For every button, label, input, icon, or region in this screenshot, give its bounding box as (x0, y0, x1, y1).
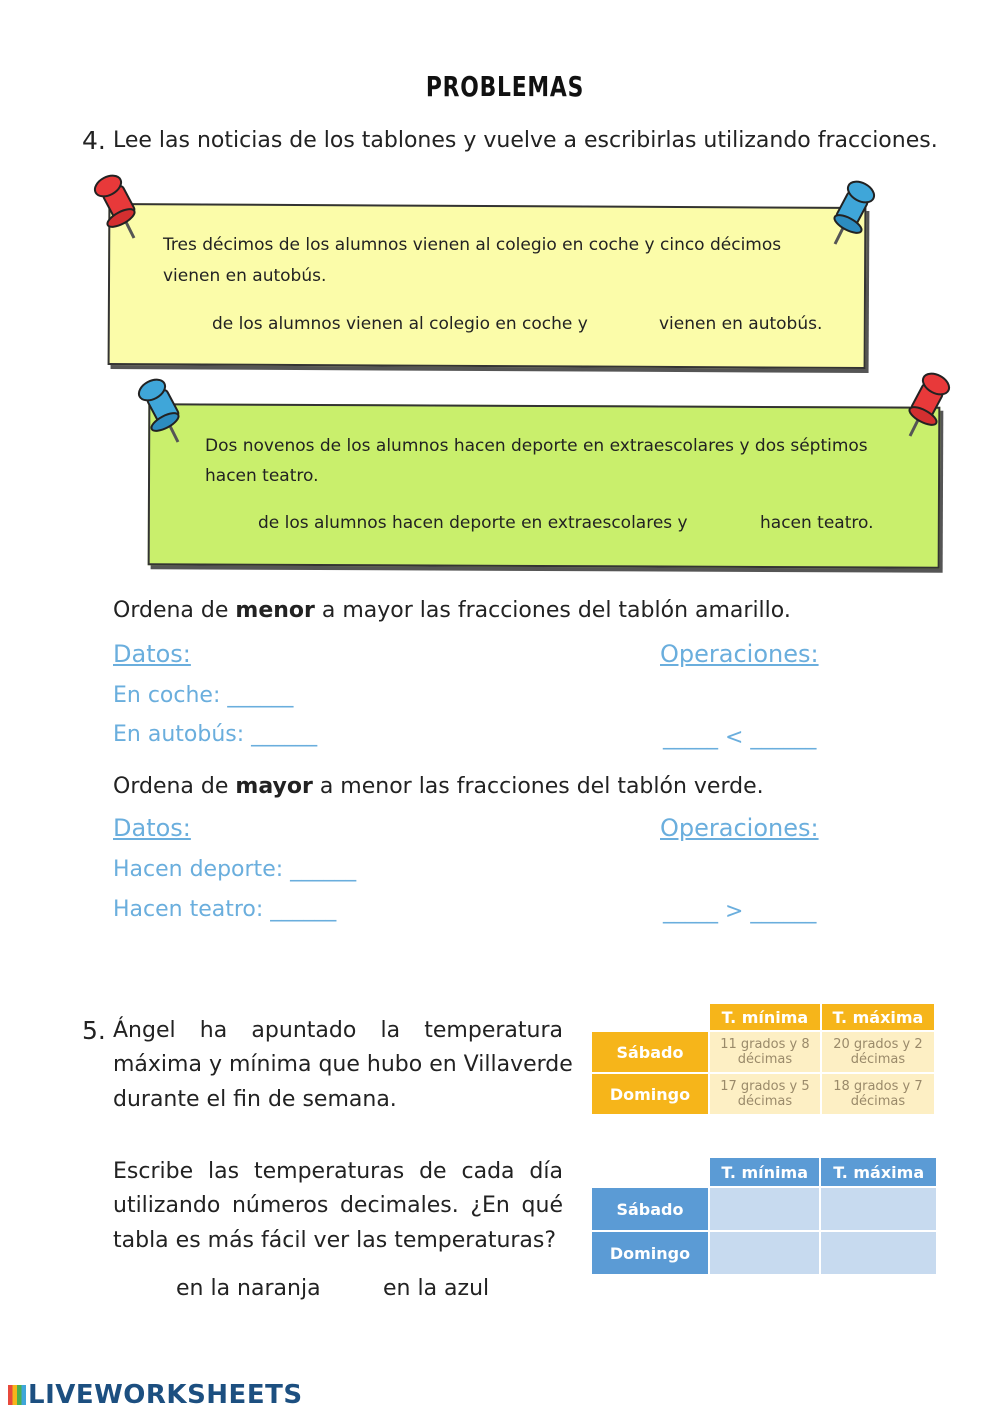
blue-row-domingo: Domingo (591, 1231, 709, 1275)
yellow-board-text-line2: vienen en autobús. (163, 266, 327, 286)
domingo-min-cell: 17 grados y 5 décimas (709, 1073, 821, 1115)
option-azul[interactable]: en la azul (383, 1276, 490, 1301)
datos-heading: Datos: (113, 640, 191, 668)
blue-row-sabado: Sábado (591, 1187, 709, 1231)
yellow-fill-text-2: vienen en autobús. (659, 314, 823, 334)
comparison-greater-than[interactable]: _____ > ______ (663, 899, 817, 924)
orange-temperature-table (590, 1002, 936, 1116)
empty-corner (591, 1003, 709, 1031)
operaciones-heading: Operaciones: (660, 640, 819, 668)
green-board-text-line1: Dos novenos de los alumnos hacen deporte en extraescolares y dos séptimos (205, 436, 868, 456)
q5-line5: utilizando números decimales. ¿En qué (113, 1193, 563, 1218)
domingo-max-cell: 18 grados y 7 décimas (821, 1073, 935, 1115)
instruction-text: Ordena de (113, 774, 229, 799)
order-green-instruction (113, 774, 764, 799)
red-pushpin-icon (88, 172, 144, 242)
question-4-number: 4. (82, 126, 106, 155)
orange-col-max: T. máxima (821, 1003, 935, 1031)
sabado-max-cell: 20 grados y 2 décimas (821, 1031, 935, 1073)
logo-mark-icon (8, 1385, 26, 1405)
domingo-min-input[interactable] (709, 1231, 820, 1275)
datos-en-coche[interactable]: En coche: ______ (113, 683, 294, 708)
instruction-text: a mayor las fracciones del tablón amarillo. (321, 598, 791, 623)
page-title: PROBLEMAS (425, 70, 585, 103)
q5-line4: Escribe las temperaturas de cada día (113, 1159, 563, 1184)
blue-pushpin-icon (825, 178, 881, 248)
green-board-text-line2: hacen teatro. (205, 466, 319, 486)
option-naranja[interactable]: en la naranja (176, 1276, 321, 1301)
operaciones-heading: Operaciones: (660, 814, 819, 842)
datos-hacen-deporte[interactable]: Hacen deporte: ______ (113, 857, 357, 882)
yellow-board-text-line1: Tres décimos de los alumnos vienen al colegio en coche y cinco décimos (163, 235, 782, 255)
logo-text: LIVEWORKSHEETS (28, 1380, 303, 1410)
sabado-max-input[interactable] (820, 1187, 937, 1231)
blue-col-max: T. máxima (820, 1157, 937, 1187)
red-pushpin-icon (900, 370, 956, 440)
orange-row-domingo: Domingo (591, 1073, 709, 1115)
green-fill-text-2: hacen teatro. (760, 513, 874, 533)
green-fill-text-1: de los alumnos hacen deporte en extraescolares y (258, 513, 688, 533)
domingo-max-input[interactable] (820, 1231, 937, 1275)
comparison-less-than[interactable]: _____ < ______ (663, 725, 817, 750)
orange-col-min: T. mínima (709, 1003, 821, 1031)
yellow-fill-text-1: de los alumnos vienen al colegio en coche y (212, 314, 588, 334)
datos-en-autobus[interactable]: En autobús: ______ (113, 722, 318, 747)
q5-line3: durante el fin de semana. (113, 1087, 397, 1112)
instruction-text: a menor las fracciones del tablón verde. (319, 774, 764, 799)
empty-corner (591, 1157, 709, 1187)
datos-heading: Datos: (113, 814, 191, 842)
order-yellow-instruction (113, 598, 791, 623)
instruction-keyword: mayor (235, 774, 313, 799)
question-5-number: 5. (82, 1016, 106, 1045)
question-4-prompt: Lee las noticias de los tablones y vuelve a escribirlas utilizando fracciones. (113, 128, 938, 153)
liveworksheets-logo (8, 1380, 303, 1410)
orange-row-sabado: Sábado (591, 1031, 709, 1073)
datos-hacen-teatro[interactable]: Hacen teatro: ______ (113, 897, 337, 922)
blue-pushpin-icon (132, 376, 188, 446)
instruction-text: Ordena de (113, 598, 229, 623)
blue-temperature-table (590, 1156, 938, 1276)
sabado-min-cell: 11 grados y 8 décimas (709, 1031, 821, 1073)
instruction-keyword: menor (235, 598, 315, 623)
q5-line2: máxima y mínima que hubo en Villaverde (113, 1052, 573, 1077)
sabado-min-input[interactable] (709, 1187, 820, 1231)
q5-line1: Ángel ha apuntado la temperatura (113, 1018, 563, 1043)
blue-col-min: T. mínima (709, 1157, 820, 1187)
q5-line6: tabla es más fácil ver las temperaturas? (113, 1228, 557, 1253)
